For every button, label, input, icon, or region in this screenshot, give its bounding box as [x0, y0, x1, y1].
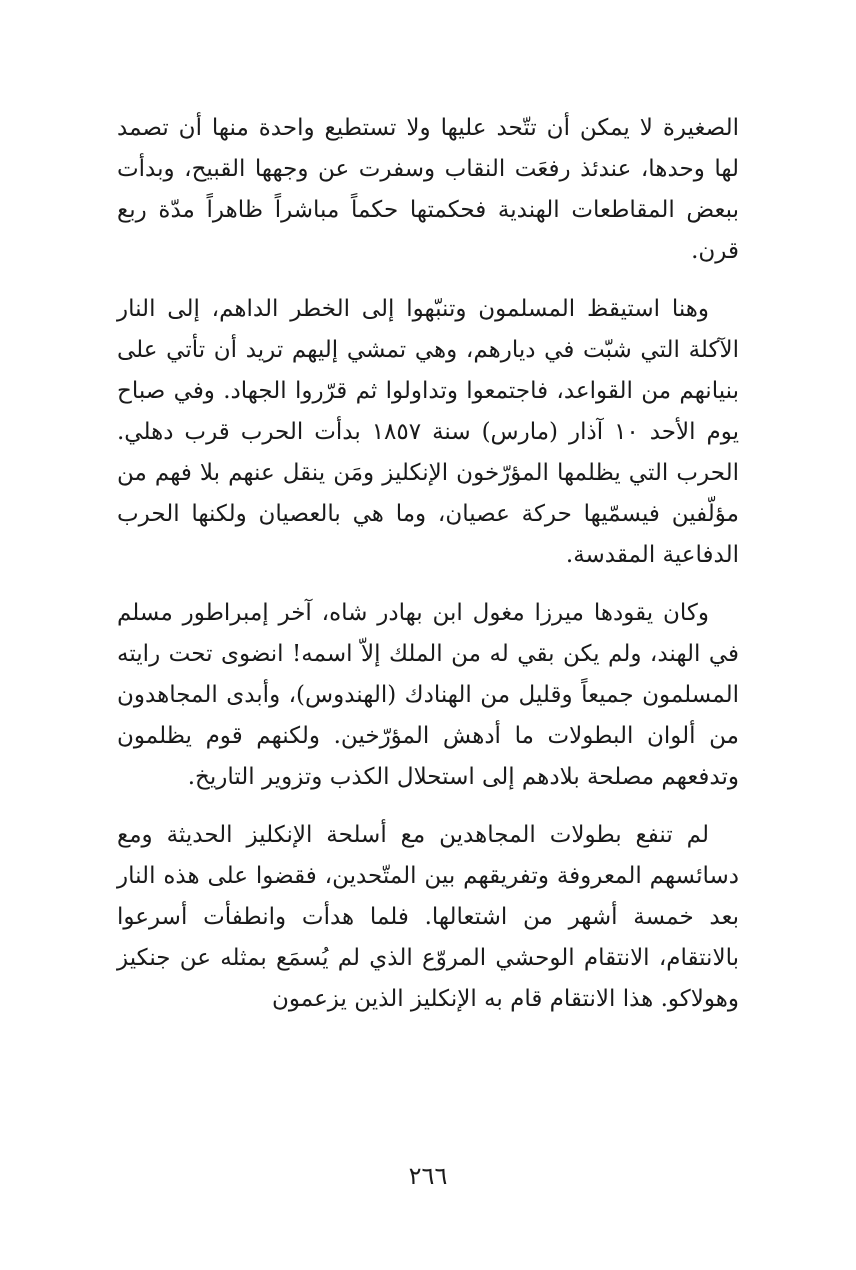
paragraph-mirza-mughal: وكان يقودها ميرزا مغول ابن بهادر شاه، آخر إمبراطور مسلم في الهند، ولم يكن بقي له من الملك إلاّ اسمه! انضوى تحت رايته المسلمون جميعاً وقليل من الهنادك (الهندوس)، وأبدى المجاهدون من ألوان البطولات ما أدهش المؤرّخين. ولكنهم قوم يظلمون وتدفعهم مصلحة بلادهم إلى استحلال الكذب وتزوير التاريخ. [117, 600, 739, 790]
page-number: ٢٦٦ [408, 1162, 448, 1190]
body-text [117, 108, 739, 1037]
paragraph-revenge: لم تنفع بطولات المجاهدين مع أسلحة الإنكليز الحديثة ومع دسائسهم المعروفة وتفريقهم بين المتّحدين، فقضوا على هذه النار بعد خمسة أشهر من اشتعالها. فلما هدأت وانطفأت أسرعوا بالانتقام، الانتقام الوحشي المروّع الذي لم يُسمَع بمثله عن جنكيز وهولاكو. هذا الانتقام قام به الإنكليز الذين يزعمون [117, 822, 739, 1012]
paragraph-continued: الصغيرة لا يمكن أن تتّحد عليها ولا تستطيع واحدة منها أن تصمد لها وحدها، عندئذ رفعَت النقاب وسفرت عن وجهها القبيح، وبدأت ببعض المقاطعات الهندية فحكمتها حكماً مباشراً ظاهراً مدّة ربع قرن. [117, 115, 739, 264]
paragraph-muslims-awaken: وهنا استيقظ المسلمون وتنبّهوا إلى الخطر الداهم، إلى النار الآكلة التي شبّت في ديارهم، وهي تمشي إليهم تريد أن تأتي على بنيانهم من القواعد، فاجتمعوا وتداولوا ثم قرّروا الجهاد. وفي صباح يوم الأحد ١٠ آذار (مارس) سنة ١٨٥٧ بدأت الحرب قرب دهلي. الحرب التي يظلمها المؤرّخون الإنكليز ومَن ينقل عنهم بلا فهم من مؤلّفين فيسمّيها حركة عصيان، وما هي بالعصيان ولكنها الحرب الدفاعية المقدسة. [117, 296, 739, 568]
